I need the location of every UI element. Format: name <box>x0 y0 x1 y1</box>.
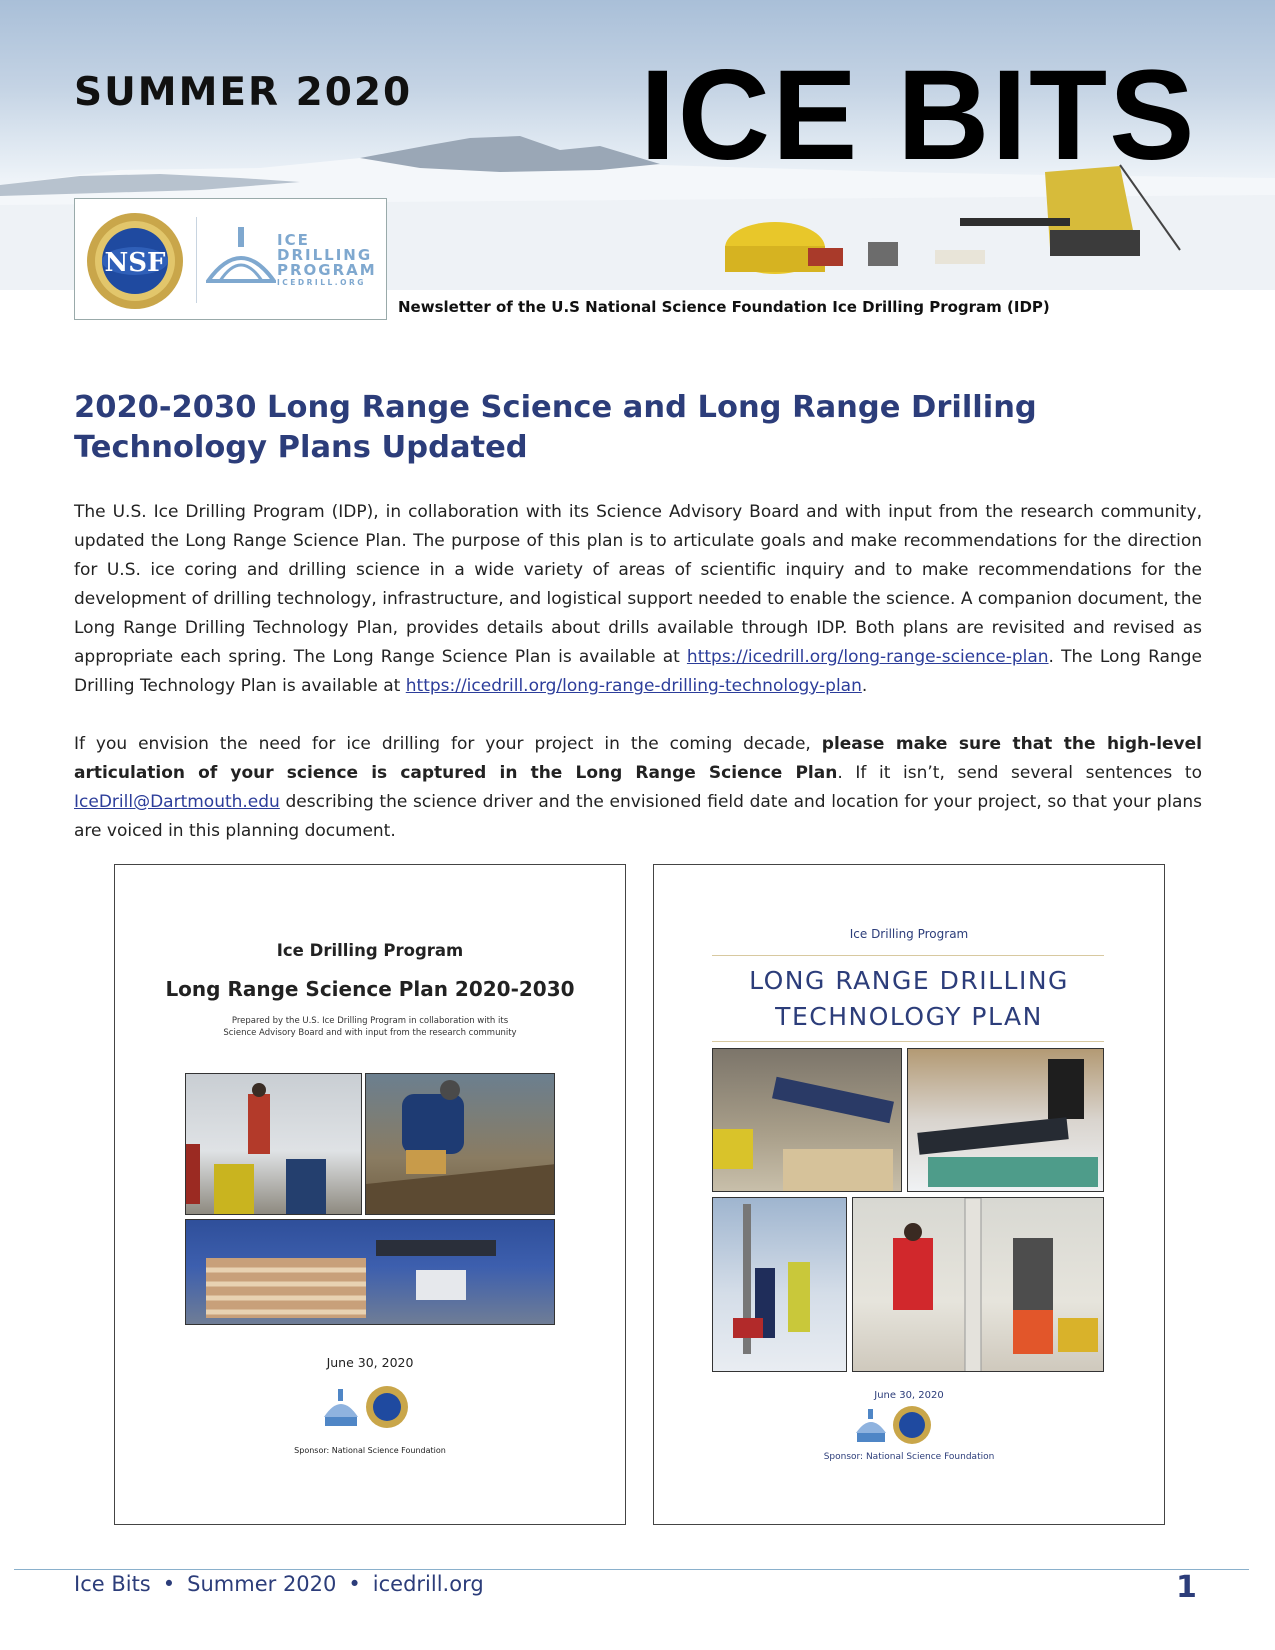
drilling-plan-link[interactable]: https://icedrill.org/long-range-drilling-technology-plan <box>405 676 862 696</box>
svg-text:NSF: NSF <box>104 248 166 278</box>
cover-subtitle: Prepared by the U.S. Ice Drilling Program in collaboration with its Science Advisory Board and with input from the research community <box>223 1016 517 1038</box>
emphasis-text: please make sure that the high-level articulation of your science is captured in the Long Range Science Plan <box>74 734 1202 783</box>
nsf-seal-icon <box>892 1405 932 1445</box>
drill-field-photo <box>907 1048 1104 1192</box>
rock-sampling-photo <box>365 1073 555 1215</box>
cover-org: Ice Drilling Program <box>276 941 464 960</box>
sponsor-logos <box>74 198 387 320</box>
cover-sponsor: Sponsor: National Science Foundation <box>823 1452 995 1462</box>
cover-rule-top <box>712 955 1104 956</box>
drill-team-photo <box>852 1197 1104 1372</box>
idp-wordmark: ICE DRILLING PROGRAM ICEDRILL.ORG <box>277 231 377 287</box>
newsletter-tagline: Newsletter of the U.S National Science Foundation Ice Drilling Program (IDP) <box>398 298 1050 316</box>
email-link[interactable]: IceDrill@Dartmouth.edu <box>74 792 280 812</box>
cover-date: June 30, 2020 <box>326 1355 414 1370</box>
footer-text: Ice Bits • Summer 2020 • icedrill.org <box>74 1572 484 1596</box>
cover-org: Ice Drilling Program <box>849 927 969 941</box>
issue-season: SUMMER 2020 <box>74 70 413 115</box>
science-plan-link[interactable]: https://icedrill.org/long-range-science-plan <box>686 647 1049 667</box>
cover-rule-bottom <box>712 1041 1104 1042</box>
idp-logo-icon <box>854 1407 888 1443</box>
cover-date: June 30, 2020 <box>874 1390 944 1401</box>
field-team-photo <box>185 1073 362 1215</box>
drill-tower-photo <box>712 1197 847 1372</box>
footer-rule <box>14 1569 1249 1570</box>
idp-dome-icon <box>206 225 276 285</box>
nsf-seal-icon <box>365 1385 409 1429</box>
drilling-plan-cover <box>653 864 1165 1525</box>
ice-core-photo <box>185 1219 555 1325</box>
cover-title: LONG RANGE DRILLING TECHNOLOGY PLAN <box>749 966 1069 1031</box>
article-headline: 2020-2030 Long Range Science and Long Range Drilling Technology Plans Updated <box>74 390 1037 465</box>
footer-site: icedrill.org <box>372 1572 484 1596</box>
logo-divider <box>196 217 197 303</box>
science-plan-cover <box>114 864 626 1525</box>
nsf-logo <box>83 209 187 313</box>
article-paragraph-2: If you envision the need for ice drilling for your project in the coming decade, please make sure that the high-level articulation of your science is captured in the Long Range Science Plan. If it isn’t, send several sentences to IceDrill@Dartmouth.edu describing the science driver and the envisioned field date and location for your project, so that your plans are voiced in this planning document. <box>74 734 1202 841</box>
page-number: 1 <box>1176 1570 1197 1605</box>
drill-workshop-photo <box>712 1048 902 1192</box>
cover-sponsor: Sponsor: National Science Foundation <box>294 1446 446 1455</box>
article-paragraph-1: The U.S. Ice Drilling Program (IDP), in collaboration with its Science Advisory Board and with input from the research community, updated the Long Range Science Plan. The purpose of this plan is to articulate goals and make recommendations for the direction for U.S. ice coring and drilling science in a wide variety of areas of scientific inquiry and to make recommendations for the development of drilling technology, infrastructure, and logistical support needed to enable the science. A companion document, the Long Range Drilling Technology Plan, provides details about drills available through IDP. Both plans are revisited and revised as appropriate each spring. The Long Range Science Plan is available at https://icedrill.org/long-range-science-plan. The Long Range Drilling Technology Plan is available at https://icedrill.org/long-range-drilling-technology-plan. <box>74 502 1202 696</box>
newsletter-masthead: ICE BITS <box>640 44 1197 187</box>
idp-logo-icon <box>321 1387 361 1427</box>
cover-title: Long Range Science Plan 2020-2030 <box>165 977 575 1001</box>
